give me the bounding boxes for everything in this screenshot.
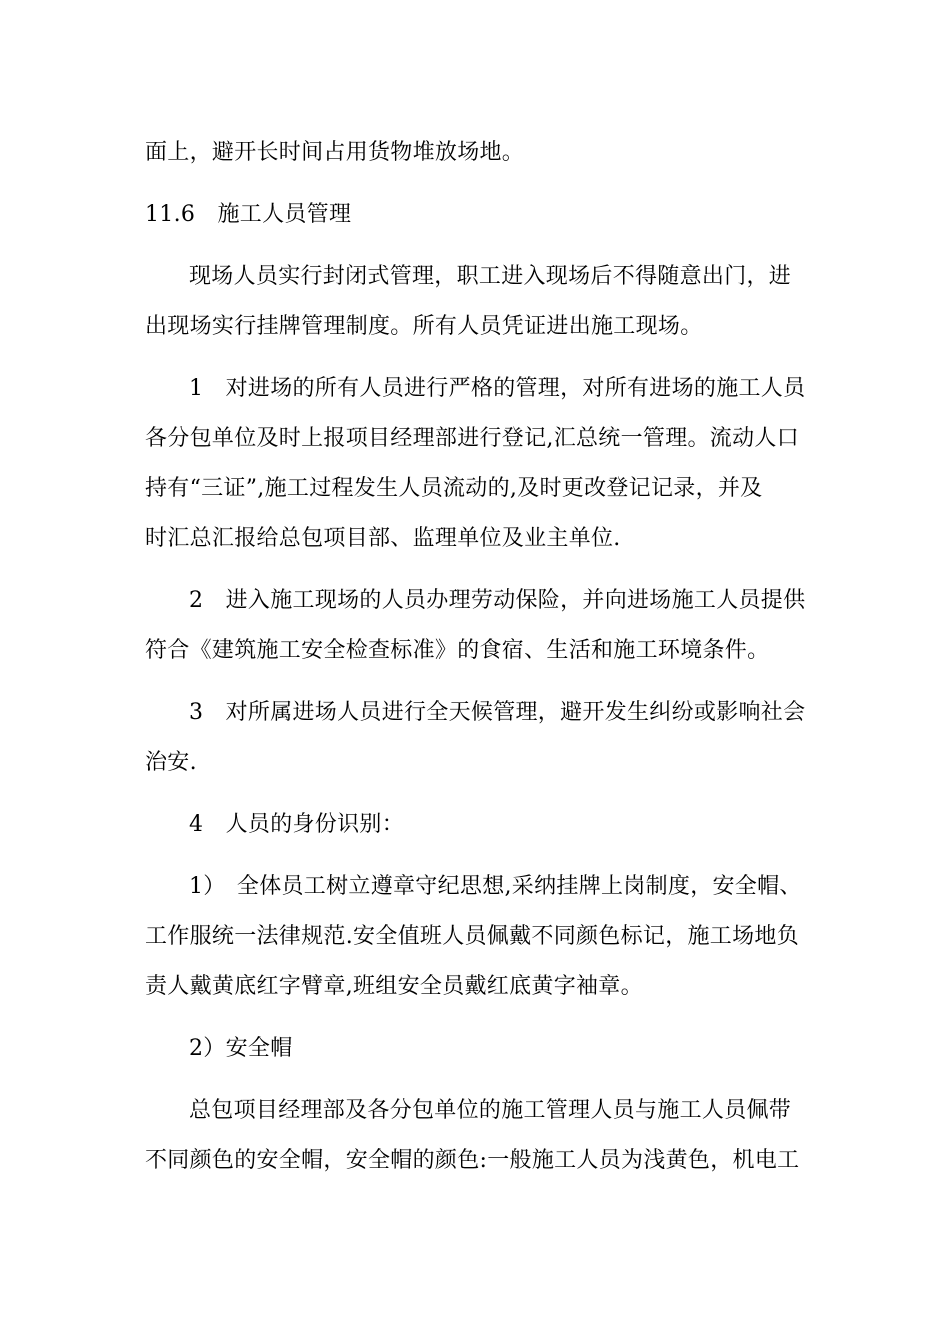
item-2-line-1: 2 进入施工现场的人员办理劳动保险，并向进场施工人员提供 <box>189 588 806 613</box>
text-line-continuation: 面上，避开长时间占用货物堆放场地。 <box>145 140 525 165</box>
subitem-1-line-1: 1） 全体员工树立遵章守纪思想,采纳挂牌上岗制度，安全帽、 <box>189 874 802 899</box>
item-3-line-2: 治安. <box>145 750 197 775</box>
paragraph-intro-line-1: 现场人员实行封闭式管理，职工进入现场后不得随意出门，进 <box>189 264 792 289</box>
subitem-1-line-3: 责人戴黄底红字臂章,班组安全员戴红底黄字袖章。 <box>145 974 643 999</box>
item-3-line-1: 3 对所属进场人员进行全天候管理，避开发生纠纷或影响社会 <box>189 700 806 725</box>
item-1-line-4: 时汇总汇报给总包项目部、监理单位及业主单位. <box>145 526 621 551</box>
helmet-paragraph-line-1: 总包项目经理部及各分包单位的施工管理人员与施工人员佩带 <box>189 1098 792 1123</box>
section-heading: 11.6 施工人员管理 <box>145 202 352 227</box>
paragraph-intro-line-2: 出现场实行挂牌管理制度。所有人员凭证进出施工现场。 <box>145 314 703 339</box>
item-1-line-3: 持有“三证”,施工过程发生人员流动的,及时更改登记记录，并及 <box>145 476 763 501</box>
item-1-line-1: 1 对进场的所有人员进行严格的管理，对所有进场的施工人员 <box>189 376 806 401</box>
item-4-heading: 4 人员的身份识别： <box>189 812 404 837</box>
item-1-line-2: 各分包单位及时上报项目经理部进行登记,汇总统一管理。流动人口 <box>145 426 799 451</box>
helmet-paragraph-line-2: 不同颜色的安全帽，安全帽的颜色:一般施工人员为浅黄色，机电工 <box>145 1148 800 1173</box>
subitem-2-heading: 2）安全帽 <box>189 1036 293 1061</box>
subitem-1-line-2: 工作服统一法律规范.安全值班人员佩戴不同颜色标记，施工场地负 <box>145 924 799 949</box>
item-2-line-2: 符合《建筑施工安全检查标准》的食宿、生活和施工环境条件。 <box>145 638 770 663</box>
